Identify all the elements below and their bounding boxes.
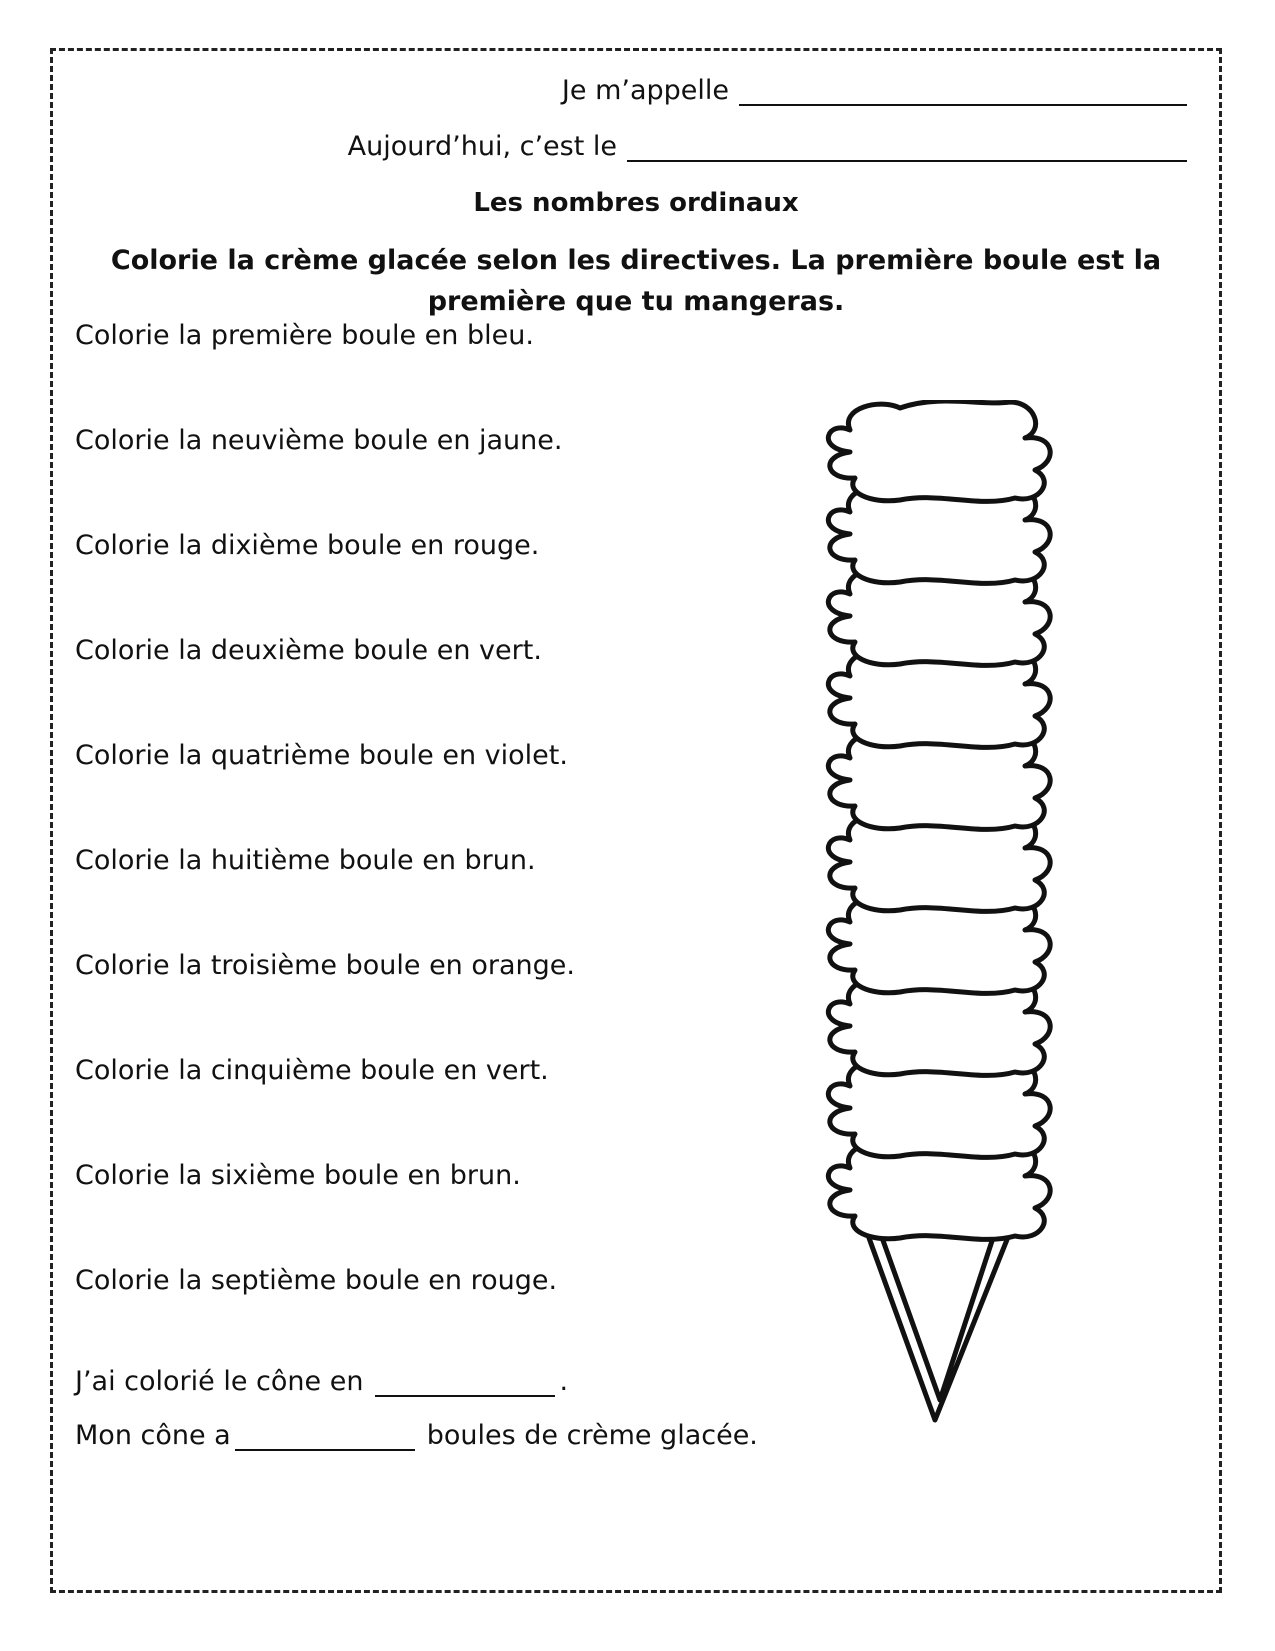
name-line (562, 74, 1187, 106)
direction-4: Colorie la deuxième boule en vert. (75, 635, 542, 666)
scoop-count-suffix: boules de crème glacée. (426, 1420, 758, 1451)
cone-color-blank[interactable] (375, 1367, 555, 1397)
direction-9: Colorie la sixième boule en brun. (75, 1160, 521, 1191)
date-label: Aujourd’hui, c’est le (347, 131, 617, 162)
direction-1: Colorie la première boule en bleu. (75, 320, 534, 351)
direction-3: Colorie la dixième boule en rouge. (75, 530, 540, 561)
cone-color-period: . (559, 1366, 569, 1397)
direction-10: Colorie la septième boule en rouge. (75, 1265, 558, 1296)
ice-cream-cone-icon (820, 400, 1120, 1500)
scoop-count-blank[interactable] (235, 1421, 415, 1451)
direction-6: Colorie la huitième boule en brun. (75, 845, 536, 876)
scoop-count-label: Mon cône a (75, 1420, 231, 1451)
ice-cream-scoop-icon[interactable] (828, 401, 1050, 501)
name-blank[interactable] (739, 74, 1187, 106)
direction-7: Colorie la troisième boule en orange. (75, 950, 575, 981)
cone-color-line (75, 1366, 568, 1397)
worksheet-title: Les nombres ordinaux (473, 188, 799, 218)
instructions: Colorie la crème glacée selon les directives. La première boule est la première que tu mangeras. (110, 245, 1162, 317)
cone-color-label: J’ai colorié le cône en (75, 1366, 364, 1397)
direction-8: Colorie la cinquième boule en vert. (75, 1055, 549, 1086)
direction-2: Colorie la neuvième boule en jaune. (75, 425, 563, 456)
scoop-count-line (75, 1420, 758, 1451)
date-blank[interactable] (627, 130, 1187, 162)
name-label: Je m’appelle (561, 75, 729, 106)
direction-5: Colorie la quatrième boule en violet. (75, 740, 568, 771)
date-line (348, 130, 1187, 162)
